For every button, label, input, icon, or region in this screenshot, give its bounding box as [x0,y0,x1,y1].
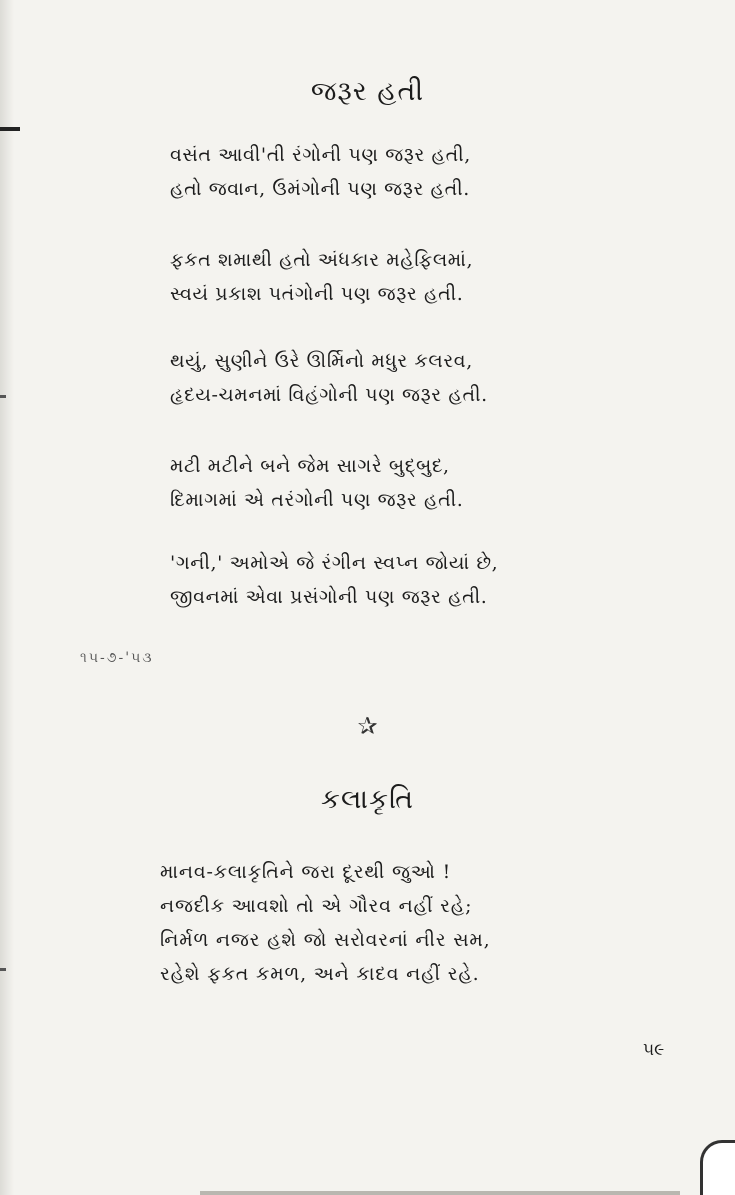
poem-line: 'ગની,' અમોએ જે રંગીન સ્વપ્ન જોયાં છે, [170,552,499,574]
page-corner-curl [700,1140,735,1195]
poem2-stanza [160,855,580,991]
poem1-stanza-3 [170,344,570,412]
binding-mark [0,127,20,131]
page-number: ૫૯ [643,1040,665,1060]
poem-line: ફકત શમાથી હતો અંધકાર મહેફિલમાં, [170,249,474,271]
poem1-stanza-1 [170,138,570,206]
poem-line: દિમાગમાં એ તરંગોની પણ જરૂર હતી. [170,489,464,511]
poem-line: નજદીક આવશો તો એ ગૌરવ નહીં રહે; [160,895,473,917]
page-bottom-edge [200,1191,680,1195]
poem-line: નિર્મળ નજર હશે જો સરોવરનાં નીર સમ, [160,929,491,951]
poem2-title: કલાકૃતિ [320,784,415,815]
poem-line: માનવ-કલાકૃતિને જરા દૂરથી જુઓ ! [160,861,452,883]
poem1-title: જરૂર હતી [310,76,425,107]
poem-line: મટી મટીને બને જેમ સાગરે બુદ્બુદ, [170,455,450,477]
poem-line: વસંત આવી'તી રંગોની પણ જરૂર હતી, [170,144,471,166]
poem-line: સ્વયં પ્રકાશ પતંગોની પણ જરૂર હતી. [170,283,464,305]
poem1-stanza-4 [170,449,570,517]
edge-speck [0,968,6,971]
poem-line: જીવનમાં એવા પ્રસંગોની પણ જરૂર હતી. [170,586,488,608]
poem1-date: ૧૫-૭-'૫૩ [80,650,154,666]
poem1-stanza-2 [170,243,570,311]
poem-line: થયું, સુણીને ઉરે ઊર્મિનો મધુર કલરવ, [170,350,473,372]
star-separator-icon: ✰ [357,712,378,740]
poem1-stanza-5 [170,546,570,614]
poem-line: હતો જવાન, ઉમંગોની પણ જરૂર હતી. [170,178,470,200]
poem-line: રહેશે ફકત કમળ, અને કાદવ નહીં રહે. [160,963,480,985]
page-left-edge [0,0,14,1195]
edge-speck [0,395,6,398]
poem-line: હૃદય-ચમનમાં વિહંગોની પણ જરૂર હતી. [170,384,488,406]
